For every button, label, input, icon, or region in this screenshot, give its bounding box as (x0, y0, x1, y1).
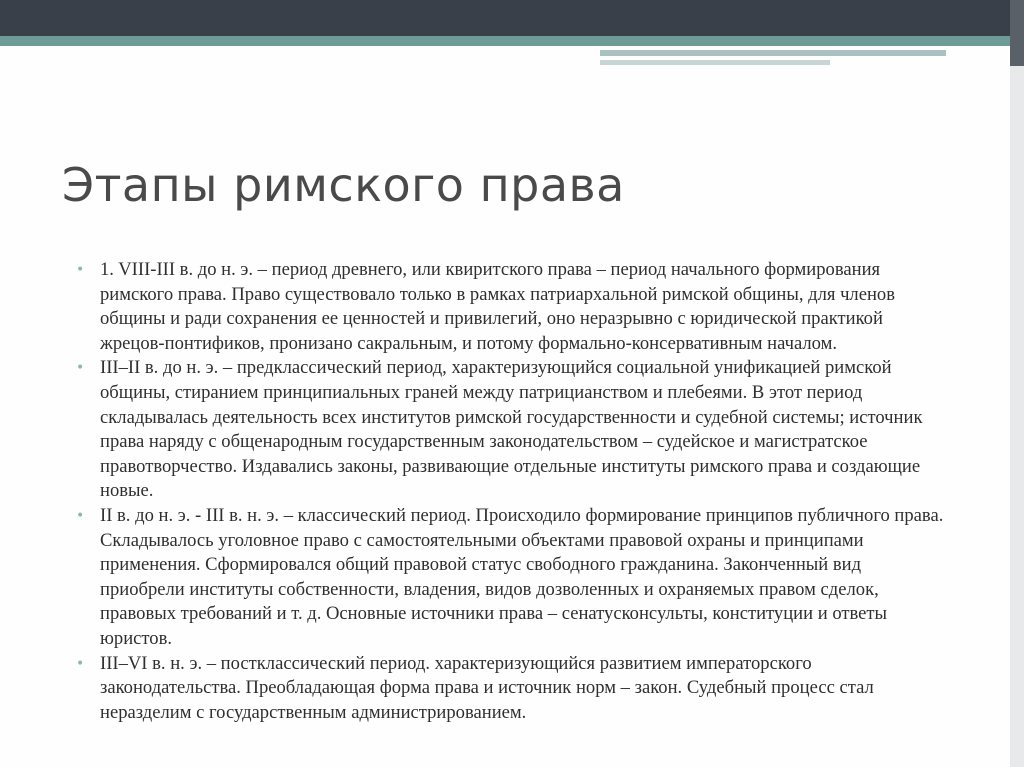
list-item (76, 356, 946, 504)
bullet-dot-icon: • (76, 262, 85, 278)
list-item-text: 1. VIII-III в. до н. э. – период древнего, или квиритского права – период начального формирования римского права. Право существовало только в рамках патриархальной римской общины, для членов общины и ради сохранения ее ценностей и привилегий, оно неразрывно с юридической практикой жрецов-понтификов, пронизано сакральным, и потому формально-консервативным началом. (100, 259, 895, 354)
bullet-dot-icon: • (76, 360, 85, 377)
header-bar-teal (0, 36, 1010, 46)
list-item (76, 504, 946, 652)
header-accent-line (600, 50, 946, 56)
right-edge-strip (1010, 0, 1024, 767)
right-edge-strip-top (1010, 0, 1024, 66)
bullet-dot-icon: • (76, 507, 85, 524)
list-item-text: III–VI в. н. э. – постклассический период. характеризующийся развитием императорского законодательства. Преобладающая форма права и источник норм – закон. Судебный процесс стал неразделим с государственным администрированием. (100, 652, 874, 723)
list-item (76, 258, 946, 356)
bullet-dot-icon: • (76, 655, 85, 672)
bullet-list (76, 258, 946, 725)
list-item-text: II в. до н. э. - III в. н. э. – классический период. Происходило формирование принципов публичного права. Складывалось уголовное право с самостоятельными объектами правовой охраны и принципами применения. Сформировался общий правовой статус свободного гражданина. Законченный вид приобрели институты собственности, владения, видов дозволенных и охраняемых правом сделок, правовых требований и т. д. Основные источники права – сенатусконсульты, конституции и ответы юристов. (100, 504, 944, 649)
header-bar-dark (0, 0, 1010, 36)
list-item (76, 652, 946, 726)
list-item-text: III–II в. до н. э. – предклассический период, характеризующийся социальной унификацией римской общины, стиранием принципиальных граней между патрицианством и плебеями. В этот период складывалась деятельность всех институтов римской государственности и судебной системы; источник права наряду с общенародным государственным законодательством – судейское и магистратское правотворчество. Издавались законы, развивающие отдельные институты римского права и создающие новые. (100, 357, 923, 502)
header-accent-line-short (600, 60, 830, 65)
slide-title: Этапы римского права (62, 158, 625, 212)
